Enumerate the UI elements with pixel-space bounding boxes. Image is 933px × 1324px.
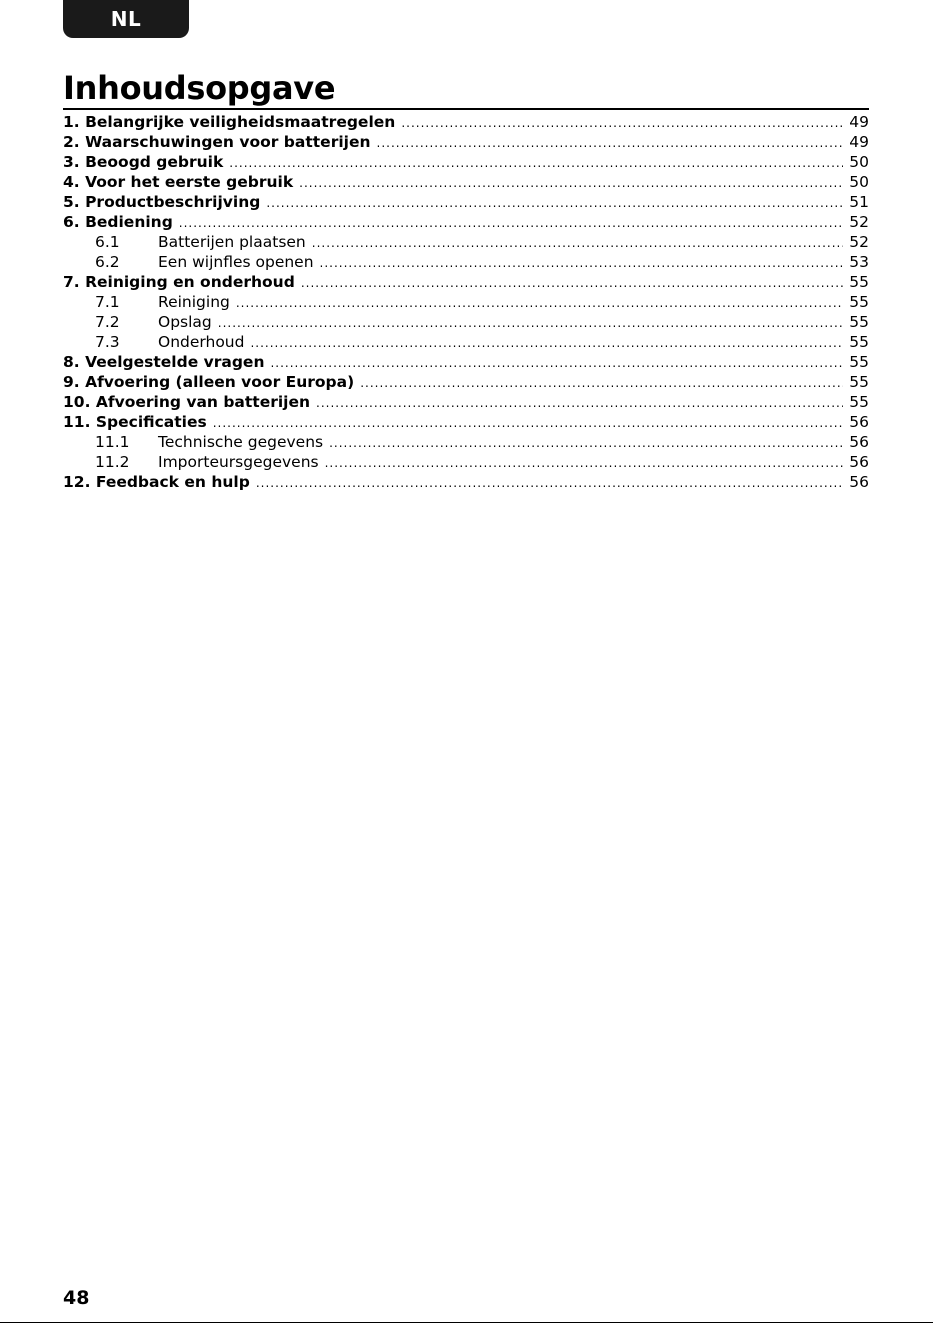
dot-leader <box>299 173 843 193</box>
toc-entry-label: Een wijnfles openen <box>158 253 314 271</box>
toc-entry-page: 55 <box>849 373 869 391</box>
language-tab-label: NL <box>110 7 142 31</box>
toc-entry-page: 55 <box>849 273 869 291</box>
dot-leader <box>329 433 843 453</box>
toc-entry[interactable] <box>63 412 869 432</box>
toc-entry-label: Importeursgegevens <box>158 453 319 471</box>
page-title: Inhoudsopgave <box>63 69 336 107</box>
toc-entry-page: 55 <box>849 393 869 411</box>
toc-entry-page: 55 <box>849 313 869 331</box>
dot-leader <box>270 353 843 373</box>
toc-entry[interactable] <box>63 392 869 412</box>
toc-entry-page: 51 <box>849 193 869 211</box>
toc-entry-label: 11. Specificaties <box>63 413 207 431</box>
toc-entry[interactable] <box>63 192 869 212</box>
dot-leader <box>325 453 844 473</box>
toc-entry-label: Opslag <box>158 313 212 331</box>
toc-subentry[interactable] <box>63 432 869 452</box>
dot-leader <box>301 273 843 293</box>
dot-leader <box>360 373 843 393</box>
toc-entry-page: 52 <box>849 213 869 231</box>
toc-entry-label: 5. Productbeschrijving <box>63 193 261 211</box>
toc-subentry[interactable] <box>63 332 869 352</box>
toc-subentry-number: 6.2 <box>95 253 120 271</box>
toc-entry-page: 55 <box>849 333 869 351</box>
toc-entry-label: 9. Afvoering (alleen voor Europa) <box>63 373 355 391</box>
toc-subentry[interactable] <box>63 232 869 252</box>
toc-entry-label: 8. Veelgestelde vragen <box>63 353 265 371</box>
toc-entry[interactable] <box>63 152 869 172</box>
toc-subentry[interactable] <box>63 292 869 312</box>
toc-subentry[interactable] <box>63 452 869 472</box>
toc-subentry-number: 6.1 <box>95 233 120 251</box>
toc-entry-page: 49 <box>849 113 869 131</box>
dot-leader <box>213 413 844 433</box>
dot-leader <box>256 473 843 493</box>
toc-entry-label: 10. Afvoering van batterijen <box>63 393 311 411</box>
title-divider <box>63 108 869 110</box>
toc-entry-label: 3. Beoogd gebruik <box>63 153 224 171</box>
toc-subentry-number: 7.1 <box>95 293 120 311</box>
toc-entry-label: 4. Voor het eerste gebruik <box>63 173 294 191</box>
dot-leader <box>377 133 844 153</box>
toc-entry-label: Onderhoud <box>158 333 245 351</box>
toc-subentry[interactable] <box>63 312 869 332</box>
toc-entry-label: Technische gegevens <box>158 433 324 451</box>
bottom-divider <box>0 1322 933 1323</box>
toc-entry[interactable] <box>63 272 869 292</box>
toc-entry-page: 56 <box>849 473 869 491</box>
toc-entry[interactable] <box>63 372 869 392</box>
toc-entry-label: 6. Bediening <box>63 213 173 231</box>
toc-entry-page: 50 <box>849 153 869 171</box>
toc-subentry-number: 7.3 <box>95 333 120 351</box>
dot-leader <box>179 213 843 233</box>
toc-entry-label: 1. Belangrijke veiligheidsmaatregelen <box>63 113 396 131</box>
toc-entry[interactable] <box>63 112 869 132</box>
toc-entry[interactable] <box>63 172 869 192</box>
dot-leader <box>250 333 843 353</box>
toc-entry-page: 49 <box>849 133 869 151</box>
toc-entry-page: 55 <box>849 353 869 371</box>
toc-entry-page: 53 <box>849 253 869 271</box>
table-of-contents <box>63 112 869 492</box>
toc-subentry[interactable] <box>63 252 869 272</box>
dot-leader <box>236 293 843 313</box>
dot-leader <box>266 193 843 213</box>
dot-leader <box>218 313 844 333</box>
toc-entry-label: Reiniging <box>158 293 230 311</box>
toc-subentry-number: 11.1 <box>95 433 130 451</box>
toc-entry-page: 56 <box>849 453 869 471</box>
toc-entry-page: 56 <box>849 433 869 451</box>
toc-entry-label: 2. Waarschuwingen voor batterijen <box>63 133 371 151</box>
toc-entry-page: 56 <box>849 413 869 431</box>
toc-entry[interactable] <box>63 352 869 372</box>
dot-leader <box>320 253 844 273</box>
dot-leader <box>312 233 844 253</box>
toc-entry-label: 12. Feedback en hulp <box>63 473 250 491</box>
dot-leader <box>229 153 843 173</box>
toc-subentry-number: 11.2 <box>95 453 130 471</box>
toc-entry-label: Batterijen plaatsen <box>158 233 306 251</box>
toc-subentry-number: 7.2 <box>95 313 120 331</box>
toc-entry-label: 7. Reiniging en onderhoud <box>63 273 295 291</box>
toc-entry[interactable] <box>63 132 869 152</box>
toc-entry-page: 50 <box>849 173 869 191</box>
toc-entry[interactable] <box>63 472 869 492</box>
page-number: 48 <box>63 1287 90 1309</box>
toc-entry-page: 55 <box>849 293 869 311</box>
dot-leader <box>401 113 843 133</box>
toc-entry[interactable] <box>63 212 869 232</box>
dot-leader <box>316 393 843 413</box>
toc-entry-page: 52 <box>849 233 869 251</box>
language-tab <box>63 0 189 38</box>
